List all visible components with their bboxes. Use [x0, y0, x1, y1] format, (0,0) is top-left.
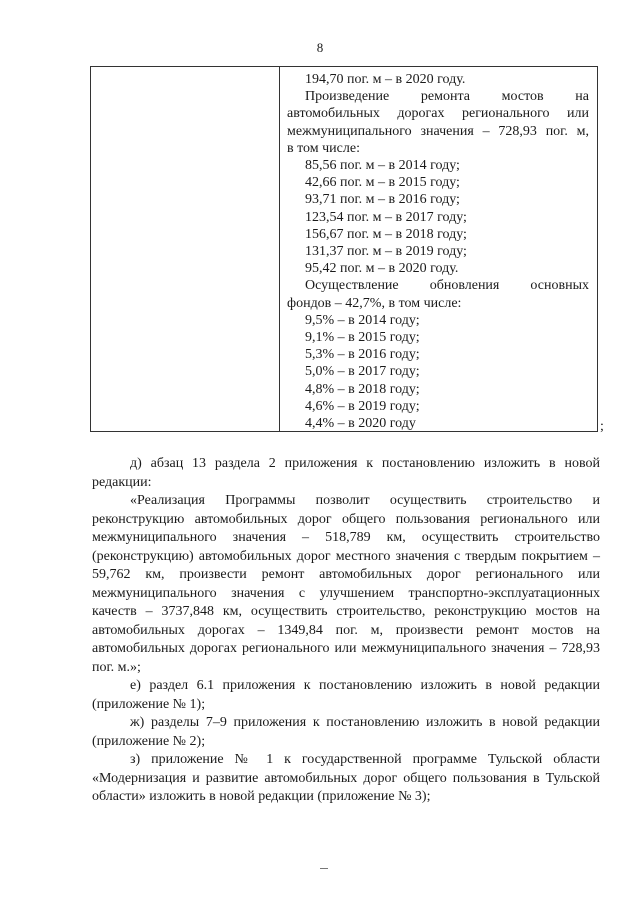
table-line: автомобильных дорогах регионального или — [287, 106, 589, 122]
page-number: 8 — [316, 40, 324, 55]
table-line: 5,0% – в 2017 году; — [305, 364, 420, 380]
table-line: 85,56 пог. м – в 2014 году; — [305, 158, 460, 174]
table-line: 42,66 пог. м – в 2015 году; — [305, 175, 460, 191]
table-cell-content — [287, 71, 589, 432]
table-line: 156,67 пог. м – в 2018 году; — [305, 226, 467, 242]
paragraph-z: з) приложение № 1 к государственной программе Тульской области «Модернизация и развитие автомобильных дорог общего пользования в Тульской области» изложить в новой редакции (приложение № 3); — [92, 752, 600, 804]
paragraph-quote: «Реализация Программы позволит осуществить строительство и реконструкцию автомобильных дорог общего пользования регионального или межмуниципального значения – 518,789 км, осуществить строительство (реконструкцию) автомобильных дорог местного значения с твердым покрытием – 59,762 км, произвести ремонт автомобильных дорог регионального или межмуниципального значения с улучшением транспортно-эксплуатационных качеств – 3737,848 км, осуществить строительство, реконструкцию мостов на автомобильных дорогах – 1349,84 пог. м, произвести ремонт мостов на автомобильных дорогах регионального или межмуниципального значения – 728,93 пог. м.»; — [92, 493, 600, 675]
program-table — [90, 66, 598, 432]
table-line: в том числе: — [287, 140, 360, 156]
paragraph-e: е) раздел 6.1 приложения к постановлению изложить в новой редакции (приложение № 1); — [92, 678, 600, 712]
paragraph-d: д) абзац 13 раздела 2 приложения к постановлению изложить в новой редакции: — [92, 456, 600, 490]
table-line: 4,8% – в 2018 году; — [305, 381, 420, 397]
table-line: 9,1% – в 2015 году; — [305, 330, 420, 346]
paragraph-zh: ж) разделы 7–9 приложения к постановлению изложить в новой редакции (приложение № 2); — [92, 715, 600, 749]
document-body — [92, 455, 600, 807]
table-line: 123,54 пог. м – в 2017 году; — [305, 209, 467, 225]
table-line: 194,70 пог. м – в 2020 году. — [305, 72, 466, 87]
table-line: фондов – 42,7%, в том числе: — [287, 295, 462, 311]
table-line: Произведение ремонта мостов на — [305, 89, 589, 105]
footer-mark — [320, 868, 328, 869]
table-line: 131,37 пог. м – в 2019 году; — [305, 244, 467, 260]
table-line: межмуниципального значения – 728,93 пог. м, — [287, 123, 589, 139]
table-line: 4,6% – в 2019 году; — [305, 398, 420, 414]
table-end-semicolon: ; — [600, 419, 604, 434]
table-line: Осуществление обновления основных — [305, 278, 589, 294]
table-line: 9,5% – в 2014 году; — [305, 312, 420, 328]
table-line: 95,42 пог. м – в 2020 году. — [305, 261, 459, 277]
table-line: 5,3% – в 2016 году; — [305, 347, 420, 363]
table-column-divider — [279, 67, 280, 431]
table-line: 93,71 пог. м – в 2016 году; — [305, 192, 460, 208]
table-line: 4,4% – в 2020 году — [305, 416, 416, 432]
